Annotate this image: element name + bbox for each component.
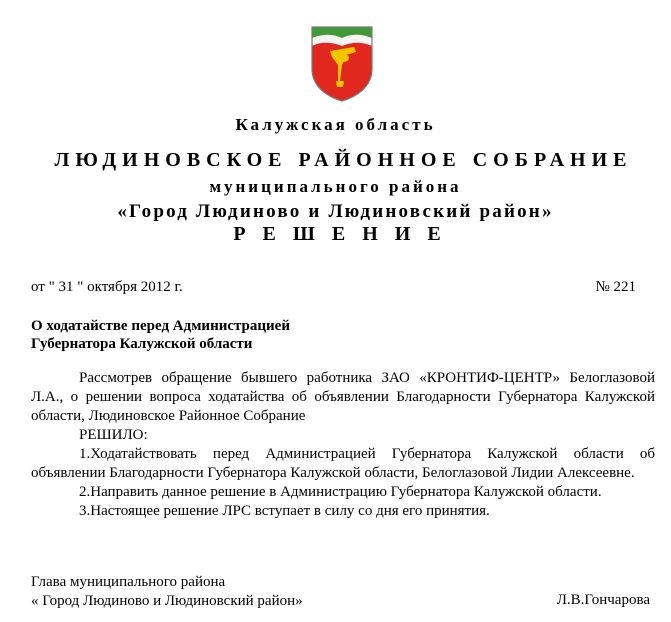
decision-date: от " 31 " октября 2012 г. (31, 279, 183, 295)
signatory-title-line-1: Глава муниципального района (31, 574, 226, 590)
city-subtitle: «Город Людиново и Людиновский район» (117, 201, 554, 222)
decision-item-1: 1.Ходатайствовать перед Администрацией Губернатора Калужской области об объявлении Благодарности Губернатора Калужской области, Белоглазовой Лидии Алексеевне. (31, 446, 655, 481)
signatory-title-line-2: « Город Людиново и Людиновский район» (31, 593, 303, 609)
signatory-name: Л.В.Гончарова (556, 592, 650, 608)
decided-label: РЕШИЛО: (79, 427, 148, 443)
assembly-title: ЛЮДИНОВСКОЕ РАЙОННОЕ СОБРАНИЕ (54, 149, 633, 171)
subject-line-1: О ходатайстве перед Администрацией (31, 318, 290, 334)
subject-line-2: Губернатора Калужской области (31, 336, 253, 352)
region-title: Калужская область (235, 115, 436, 134)
coat-of-arms-icon (310, 25, 374, 103)
decision-body (31, 369, 655, 521)
municipal-subtitle: муниципального района (209, 177, 462, 196)
decision-subject (31, 317, 290, 353)
intro-paragraph: Рассмотрев обращение бывшего работника ЗАО «КРОНТИФ-ЦЕНТР» Белоглазовой Л.А., о решении вопроса ходатайства об объявлении Благодарности Губернатора Калужской области, Людиновское Районное Собрание (31, 370, 655, 424)
signatory-title (31, 573, 303, 611)
decision-title: РЕШЕНИЕ (233, 223, 458, 245)
decision-item-2: 2.Направить данное решение в Администрацию Губернатора Калужской области. (79, 484, 602, 500)
decision-item-3: 3.Настоящее решение ЛРС вступает в силу со дня его принятия. (79, 503, 490, 519)
decision-number: № 221 (595, 279, 636, 295)
